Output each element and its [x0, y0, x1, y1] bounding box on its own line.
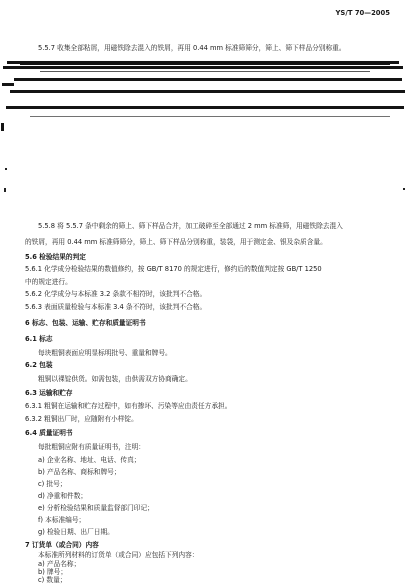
- para-5-5-8-line-2: 的铁屑，再用 0.44 mm 标准筛筛分，筛上、筛下样品分别称重，装袋，用于测定金、银及杂质含量。: [25, 238, 327, 246]
- list-item: g) 检验日期、出厂日期。: [38, 528, 114, 536]
- standard-code: YS/T 70—2005: [335, 9, 390, 17]
- section-6-4-intro: 每批粗铜应附有质量证明书，注明：: [38, 443, 145, 451]
- section-7-title: 7 订货单（或合同）内容: [25, 541, 99, 549]
- section-6-4-title: 6.4 质量证明书: [25, 429, 73, 437]
- list-item: c) 批号；: [38, 480, 67, 488]
- section-6-1-title: 6.1 标志: [25, 335, 53, 343]
- clause-5-6-1-line-2: 中的规定进行。: [25, 278, 72, 286]
- para-5-5-8-line-1: 5.5.8 将 5.5.7 条中剩余的筛上、筛下样品合并，加工破碎至全部通过 2 mm 标准筛，用磁铁除去混入: [38, 222, 343, 230]
- section-6-3-title: 6.3 运输和贮存: [25, 389, 73, 397]
- section-5-6-title: 5.6 检验结果的判定: [25, 253, 86, 261]
- clause-5-6-3: 5.6.3 表面质量检验与本标准 3.4 条不符时，该批判不合格。: [25, 303, 207, 311]
- list-item: a) 企业名称、地址、电话、传真；: [38, 456, 141, 464]
- list-item: b) 牌号；: [38, 568, 68, 576]
- section-6-title: 6 标志、包装、运输、贮存和质量证明书: [25, 319, 146, 327]
- section-6-1-text: 每块粗铜表面应明显标明批号、重量和牌号。: [38, 349, 172, 357]
- list-item: a) 产品名称；: [38, 560, 81, 568]
- para-5-5-7: 5.5.7 收集全部粘屑，用磁铁除去混入的铁屑，再用 0.44 mm 标准筛筛分，筛上、筛下样品分别称重。: [38, 44, 346, 52]
- list-item: c) 数量；: [38, 576, 67, 584]
- list-item: b) 产品名称、商标和牌号；: [38, 468, 121, 476]
- clause-6-3-2: 6.3.2 粗铜出厂时，应随附有小样锭。: [25, 415, 138, 423]
- section-7-intro: 本标准所列材料的订货单（或合同）应包括下列内容：: [38, 551, 199, 559]
- list-item: e) 分析检验结果和质量监督部门印记；: [38, 504, 154, 512]
- clause-6-3-1: 6.3.1 粗铜在运输和贮存过程中，如有掺坏、污染等应由责任方承担。: [25, 402, 232, 410]
- clause-5-6-1-line-1: 5.6.1 化学成分检验结果的数值修约，按 GB/T 8170 的规定进行，修约后的数值判定按 GB/T 1250: [25, 265, 322, 273]
- section-6-2-text: 粗铜以裸锭供货。如需包装，由供需双方协商确定。: [38, 375, 192, 383]
- list-item: d) 净重和件数；: [38, 492, 88, 500]
- clause-5-6-2: 5.6.2 化学成分与本标准 3.2 条款不相符时，该批判不合格。: [25, 290, 207, 298]
- section-6-2-title: 6.2 包装: [25, 361, 53, 369]
- list-item: f) 本标准编号；: [38, 516, 86, 524]
